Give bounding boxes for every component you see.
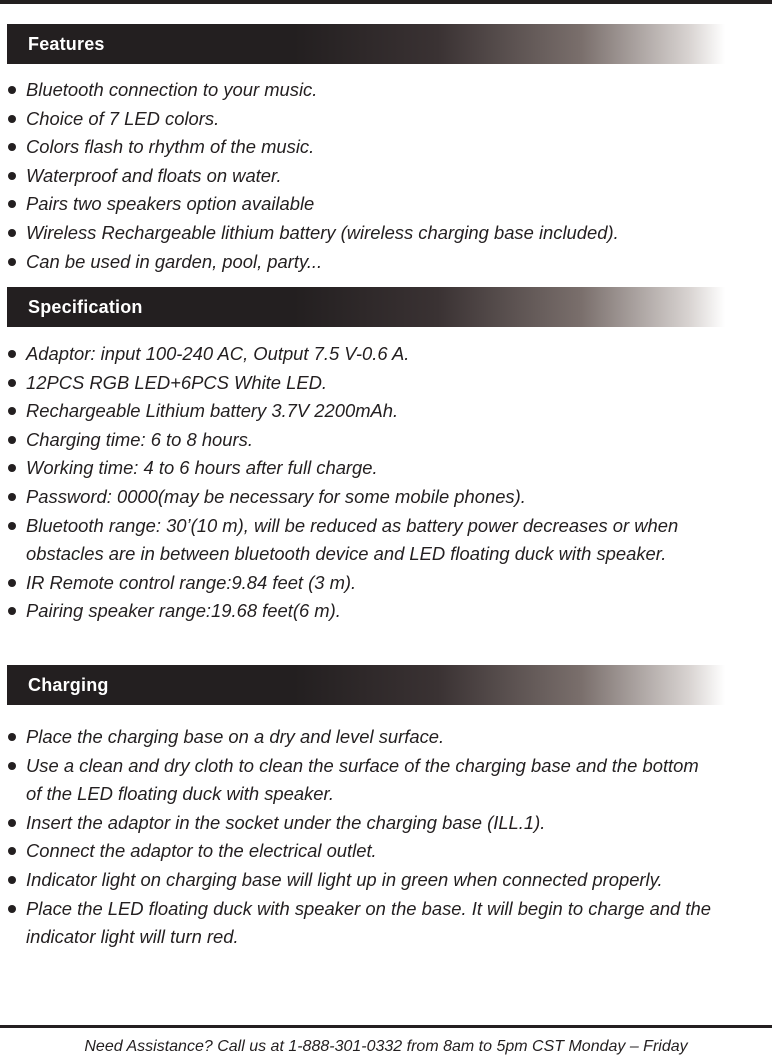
bullet-icon: [8, 115, 16, 123]
list-item: Indicator light on charging base will light up in green when connected properly.: [0, 866, 760, 895]
list-item: Place the LED floating duck with speaker on the base. It will begin to charge and the indicator light will turn red.: [0, 895, 716, 952]
footer-assistance-text: Need Assistance? Call us at 1-888-301-0332 from 8am to 5pm CST Monday – Friday: [84, 1038, 688, 1055]
bullet-icon: [8, 86, 16, 94]
bullet-icon: [8, 464, 16, 472]
bullet-icon: [8, 172, 16, 180]
list-item: Adaptor: input 100-240 AC, Output 7.5 V-0.6 A.: [0, 340, 760, 369]
list-item: Connect the adaptor to the electrical outlet.: [0, 837, 760, 866]
list-item: IR Remote control range:9.84 feet (3 m).: [0, 569, 760, 598]
bullet-icon: [8, 905, 16, 913]
list-item: Choice of 7 LED colors.: [0, 105, 760, 134]
list-item: Insert the adaptor in the socket under the charging base (ILL.1).: [0, 809, 760, 838]
bullet-icon: [8, 579, 16, 587]
specification-list: [0, 340, 760, 626]
features-title: Features: [28, 34, 105, 54]
features-header: [7, 24, 725, 64]
list-item: Password: 0000(may be necessary for some mobile phones).: [0, 483, 760, 512]
list-item: Rechargeable Lithium battery 3.7V 2200mAh.: [0, 397, 760, 426]
bullet-icon: [8, 876, 16, 884]
bullet-icon: [8, 819, 16, 827]
bullet-icon: [8, 350, 16, 358]
list-item: Charging time: 6 to 8 hours.: [0, 426, 760, 455]
bullet-icon: [8, 379, 16, 387]
top-rule: [0, 0, 772, 4]
list-item: Bluetooth connection to your music.: [0, 76, 760, 105]
list-item: Can be used in garden, pool, party...: [0, 248, 760, 277]
features-list: [0, 76, 760, 276]
specification-header: [7, 287, 725, 327]
bullet-icon: [8, 847, 16, 855]
charging-header: [7, 665, 725, 705]
list-item: Colors flash to rhythm of the music.: [0, 133, 760, 162]
bullet-icon: [8, 200, 16, 208]
list-item: 12PCS RGB LED+6PCS White LED.: [0, 369, 760, 398]
bullet-icon: [8, 493, 16, 501]
bullet-icon: [8, 407, 16, 415]
charging-list: [0, 723, 760, 952]
bullet-icon: [8, 733, 16, 741]
bullet-icon: [8, 522, 16, 530]
bullet-icon: [8, 436, 16, 444]
list-item: Working time: 4 to 6 hours after full charge.: [0, 454, 760, 483]
bullet-icon: [8, 607, 16, 615]
list-item: Use a clean and dry cloth to clean the surface of the charging base and the bottom of the LED floating duck with speaker.: [0, 752, 716, 809]
list-item: Pairing speaker range:19.68 feet(6 m).: [0, 597, 760, 626]
bullet-icon: [8, 143, 16, 151]
specification-title: Specification: [28, 297, 143, 317]
bullet-icon: [8, 762, 16, 770]
list-item: Bluetooth range: 30’(10 m), will be reduced as battery power decreases or when obstacles are in between bluetooth device and LED floating duck with speaker.: [0, 512, 716, 569]
list-item: Wireless Rechargeable lithium battery (wireless charging base included).: [0, 219, 760, 248]
bullet-icon: [8, 258, 16, 266]
charging-title: Charging: [28, 675, 109, 695]
bullet-icon: [8, 229, 16, 237]
list-item: Pairs two speakers option available: [0, 190, 760, 219]
list-item: Place the charging base on a dry and level surface.: [0, 723, 760, 752]
list-item: Waterproof and floats on water.: [0, 162, 760, 191]
bottom-rule: [0, 1025, 772, 1028]
